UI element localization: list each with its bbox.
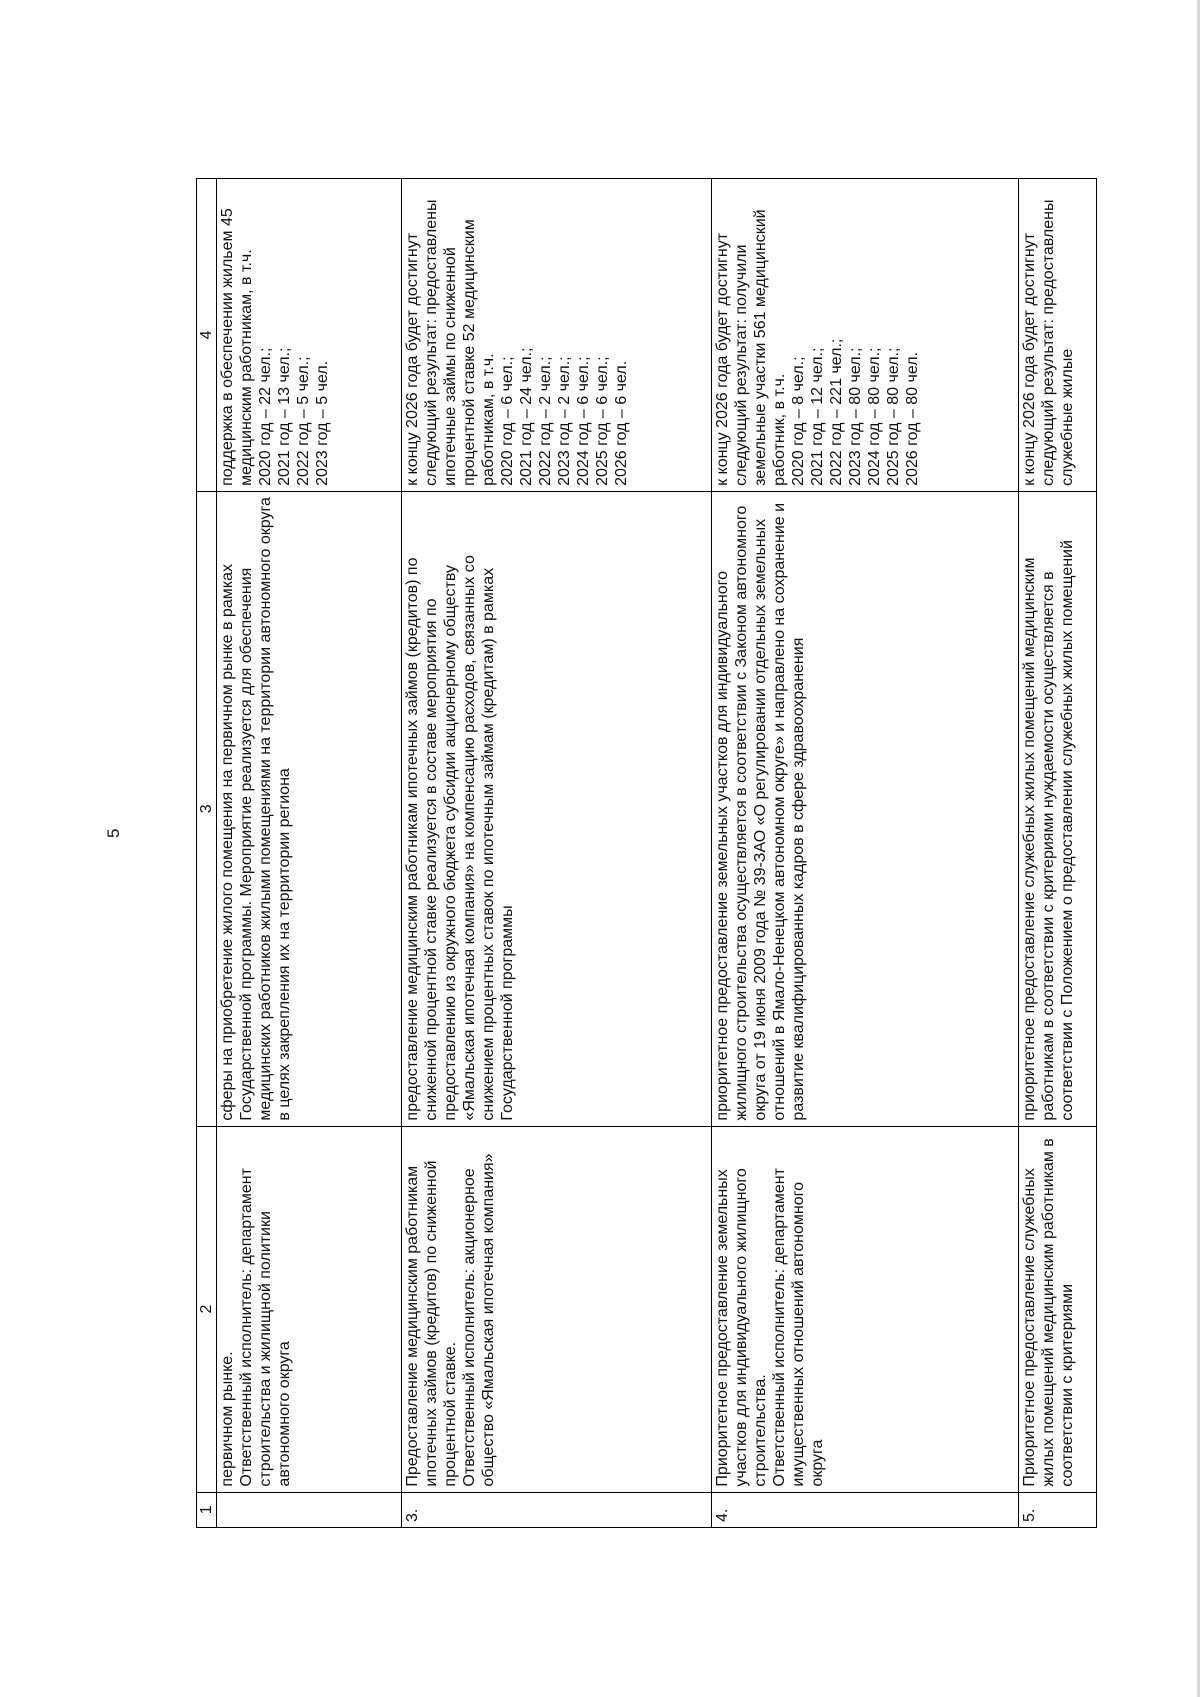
result-cell: к концу 2026 года будет достигнут следующий результат: предоставлены ипотечные займы по сниженной процентной ставке 52 медицинским работникам, в т.ч. 2020 год – 6 чел.; 2021 год – 24 чел.; 2022 год – 2 чел.; 2023 год – 2 чел.; 2024 год – 6 чел.; 2025 год – 6 чел.; 2026 год – 6 чел.: [402, 179, 712, 492]
column-header: 3: [197, 491, 217, 1126]
row-number: 4.: [712, 1492, 1019, 1527]
row-number: 3.: [402, 1492, 712, 1527]
column-header: 1: [197, 1492, 217, 1527]
measure-cell: первичном рынке. Ответственный исполнитель: департамент строительства и жилищной политики автономного округа: [217, 1126, 402, 1492]
page-number: 5: [104, 828, 123, 838]
result-cell: к концу 2026 года будет достигнут следующий результат: предоставлены служебные жилые: [1019, 179, 1097, 492]
description-cell: предоставление медицинским работникам ипотечных займов (кредитов) по сниженной процентной ставке реализуется в составе мероприятия по предоставлению из окружного бюджета субсидии акционерному обществу «Ямальская ипотечная компания» на компенсацию расходов, связанных со снижением процентных ставок по ипотечным займам (кредитам) в рамках Государственной программы: [402, 491, 712, 1126]
table-row: [217, 179, 402, 1528]
description-cell: приоритетное предоставление земельных участков для индивидуального жилищного строительства осуществляется в соответствии с Законом автономного округа от 19 июня 2009 года № 39-ЗАО «О регулировании отдельных земельных отношений в Ямало-Ненецком автономном округе» и направлено на сохранение и развитие квалифицированных кадров в сфере здравоохранения: [712, 491, 1019, 1126]
row-number: 5.: [1019, 1492, 1097, 1527]
row-number: [217, 1492, 402, 1527]
description-cell: сферы на приобретение жилого помещения на первичном рынке в рамках Государственной программы. Мероприятие реализуется для обеспечения медицинских работников жилыми помещениями на территории автономного округа в целях закрепления их на территории региона: [217, 491, 402, 1126]
measures-table: [196, 178, 1097, 1528]
result-cell: к концу 2026 года будет достигнут следующий результат: получили земельные участки 561 медицинский работник, в т.ч. 2020 год – 8 чел.; 2021 год – 12 чел.; 2022 год – 221 чел.; 2023 год – 80 чел.; 2024 год – 80 чел.; 2025 год – 80 чел.; 2026 год – 80 чел.: [712, 179, 1019, 492]
description-cell: приоритетное предоставление служебных жилых помещений медицинским работникам в соответствии с критериями нуждаемости осуществляется в соответствии с Положением о предоставлении служебных жилых помещений: [1019, 491, 1097, 1126]
measure-cell: Приоритетное предоставление служебных жилых помещений медицинским работникам в соответствии с критериями: [1019, 1126, 1097, 1492]
column-header: 4: [197, 179, 217, 492]
measure-cell: Приоритетное предоставление земельных участков для индивидуального жилищного строительства. Ответственный исполнитель: департамент имущественных отношений автономного округа: [712, 1126, 1019, 1492]
table-header-row: [197, 179, 217, 1528]
column-header: 2: [197, 1126, 217, 1492]
table-row: [1019, 179, 1097, 1528]
table-row: [712, 179, 1019, 1528]
result-cell: поддержка в обеспечении жильем 45 медицинским работникам, в т.ч. 2020 год – 22 чел.; 2021 год – 13 чел.; 2022 год – 5 чел.; 2023 год – 5 чел.: [217, 179, 402, 492]
measure-cell: Предоставление медицинским работникам ипотечных займов (кредитов) по сниженной процентной ставке. Ответственный исполнитель: акционерное общество «Ямальская ипотечная компания»: [402, 1126, 712, 1492]
table-row: [402, 179, 712, 1528]
rotated-table-container: [196, 178, 1086, 1528]
